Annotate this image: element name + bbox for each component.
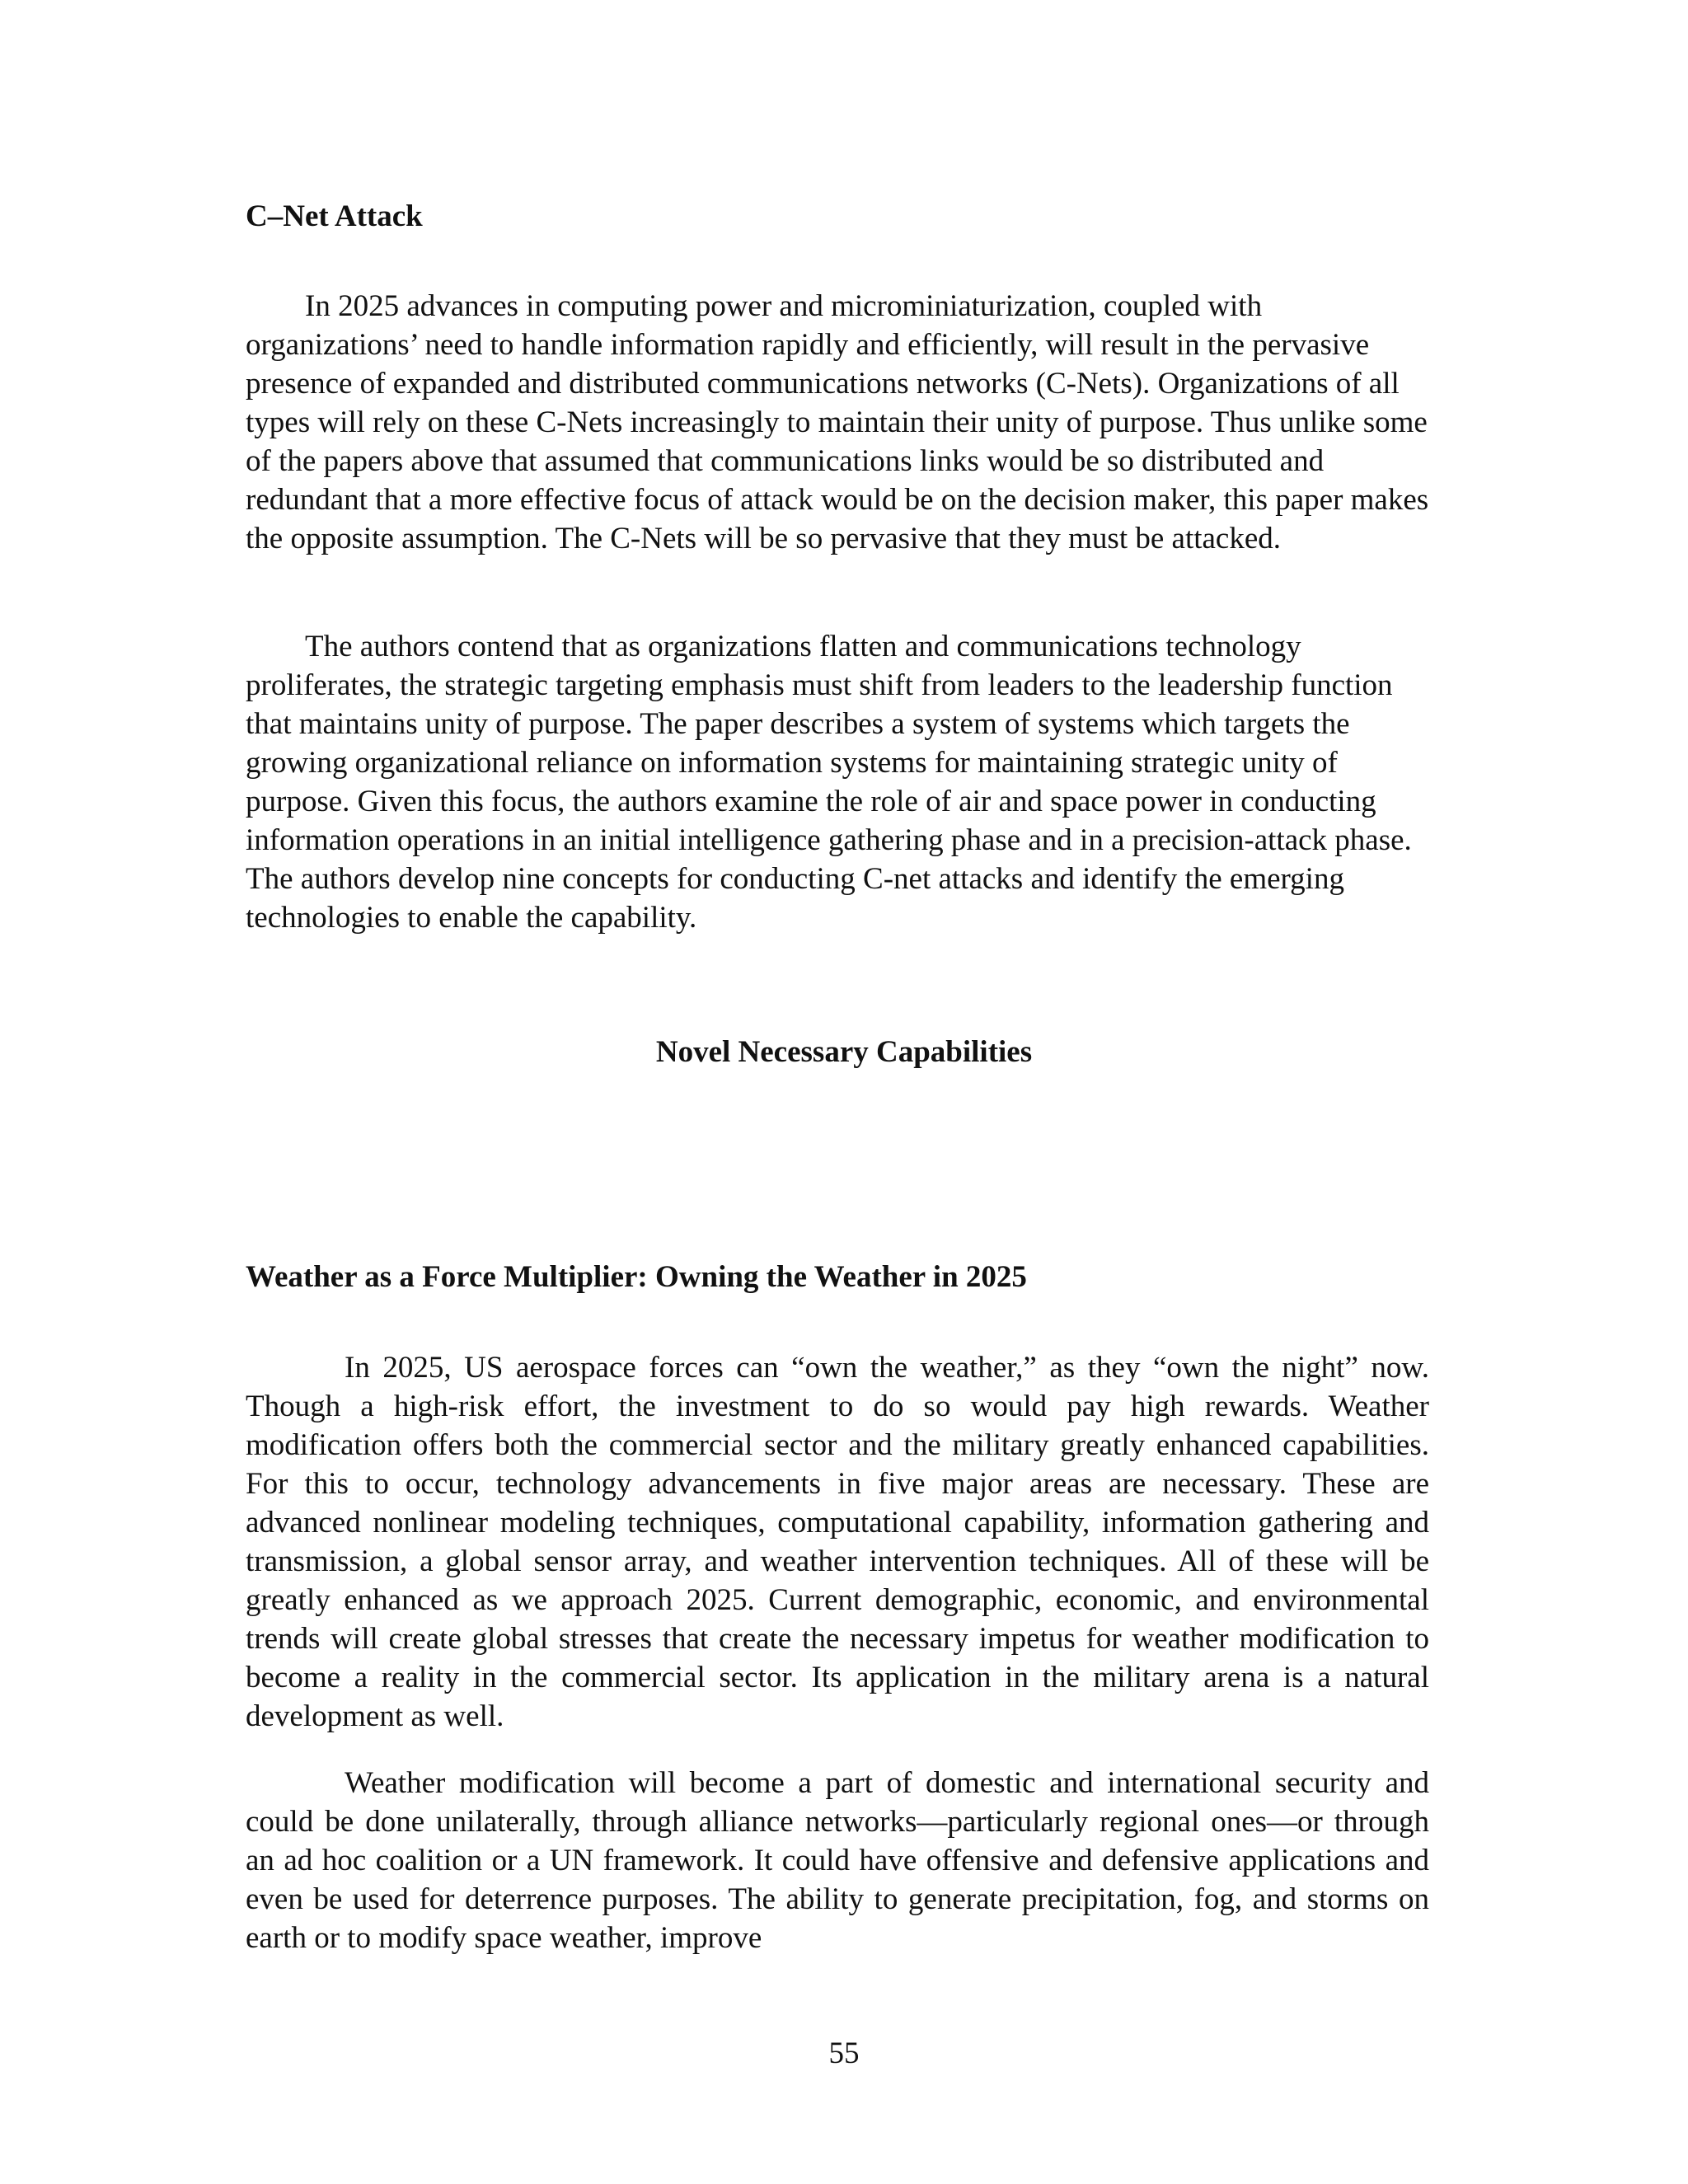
cnet-attack-heading: C–Net Attack: [246, 199, 423, 233]
novel-capabilities-heading: Novel Necessary Capabilities: [655, 1035, 1033, 1069]
cnet-paragraph-2: The authors contend that as organizations flatten and communications technology proliferates, the strategic targeting emphasis must shift from leaders to the leadership function that maintains unity of purpose. The paper describes a system of systems which targets the growing organizational reliance on information systems for maintaining strategic unity of purpose. Given this focus, the authors examine the role of air and space power in conducting information operations in an initial intelligence gathering phase and in a precision-attack phase. The authors develop nine concepts for conducting C-net attacks and identify the emerging technologies to enable the capability.: [246, 630, 1412, 935]
weather-section-heading: Weather as a Force Multiplier: Owning the Weather in 2025: [246, 1260, 1027, 1294]
weather-paragraph-2: Weather modification will become a part of domestic and international security and could be done unilaterally, through alliance networks—particularly regional ones—or through an ad hoc coalition or a UN framework. It could have offensive and defensive applications and even be used for deterrence purposes. The ability to generate precipitation, fog, and storms on earth or to modify space weather, improve: [246, 1766, 1429, 1955]
weather-paragraph-1: In 2025, US aerospace forces can “own the weather,” as they “own the night” now. Though a high-risk effort, the investment to do so would pay high rewards. Weather modification offers both the commercial sector and the military greatly enhanced capabilities. For this to occur, technology advancements in five major areas are necessary. These are advanced nonlinear modeling techniques, computational capability, information gathering and transmission, a global sensor array, and weather intervention techniques. All of these will be greatly enhanced as we approach 2025. Current demographic, economic, and environmental trends will create global stresses that create the necessary impetus for weather modification to become a reality in the commercial sector. Its application in the military arena is a natural development as well.: [246, 1351, 1429, 1733]
page-number: 55: [828, 2036, 860, 2070]
cnet-paragraph-1: In 2025 advances in computing power and microminiaturization, coupled with organizations’ need to handle information rapidly and efficiently, will result in the pervasive presence of expanded and distributed communications networks (C-Nets). Organizations of all types will rely on these C-Nets increasingly to maintain their unity of purpose. Thus unlike some of the papers above that assumed that communications links would be so distributed and redundant that a more effective focus of attack would be on the decision maker, this paper makes the opposite assumption. The C-Nets will be so pervasive that they must be attacked.: [246, 289, 1429, 555]
